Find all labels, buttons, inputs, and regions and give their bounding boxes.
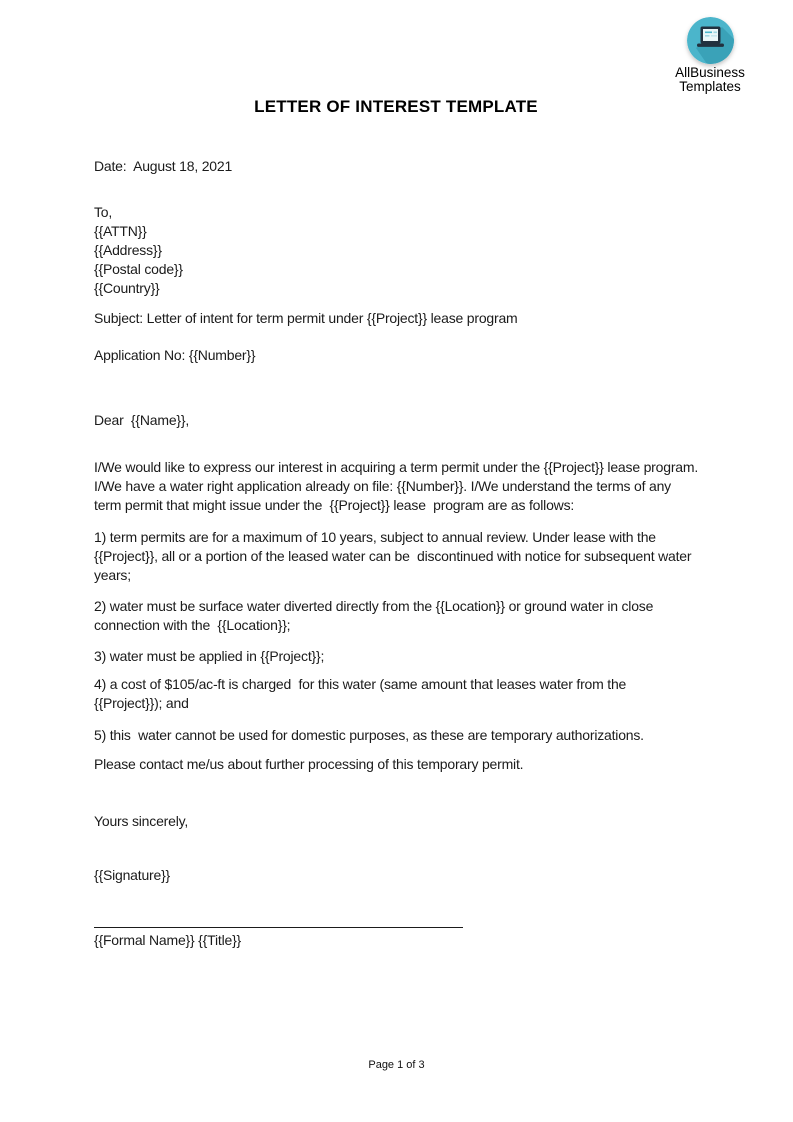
body-list-item-5: 5) this water cannot be used for domestic purposes, as these are temporary authorizations. [94,727,644,743]
body-paragraph-intro: I/We would like to express our interest in acquiring a term permit under the {{Project}} lease program. I/We have a water right application already on file: {{Number}}. I/We understand the terms of any term permit that might issue under the {{Project}} lease program are as follows: [94,459,702,513]
recipient-block [94,203,698,298]
page-number: Page 1 of 3 [368,1059,425,1071]
body-list-item-4: 4) a cost of $105/ac-ft is charged for this water (same amount that leases water from the {{Project}}); and [94,676,630,711]
body-paragraph-contact: Please contact me/us about further processing of this temporary permit. [94,756,524,772]
signature-placeholder: {{Signature}} [94,867,171,883]
recipient-attn-placeholder: {{ATTN}} [94,223,147,239]
recipient-postal-code-placeholder: {{Postal code}} [94,261,183,277]
recipient-country-placeholder: {{Country}} [94,280,160,296]
page-title: LETTER OF INTEREST TEMPLATE [254,97,538,116]
body-list-item-1: 1) term permits are for a maximum of 10 years, subject to annual review. Under lease with the {{Project}}, all or a portion of the leased water can be discontinued with notice for subsequent water years; [94,529,696,583]
logo-text-line1: AllBusiness [675,65,745,80]
signature-name-line: {{Formal Name}} {{Title}} [94,932,242,948]
salutation: Dear {{Name}}, [94,412,190,428]
subject-line: Subject: Letter of intent for term permit under {{Project}} lease program [94,310,518,326]
recipient-address-placeholder: {{Address}} [94,242,162,258]
application-number-line: Application No: {{Number}} [94,347,256,363]
logo-text-line2: Templates [679,79,741,94]
recipient-to: To, [94,204,113,220]
signature-line [94,927,463,928]
letter-content [94,0,702,950]
closing-line: Yours sincerely, [94,813,189,829]
body-list-item-2: 2) water must be surface water diverted directly from the {{Location}} or ground water in close connection with the {{Location}}; [94,598,657,633]
page-footer [0,1058,793,1072]
date-line: Date: August 18, 2021 [94,158,233,174]
body-list-item-3: 3) water must be applied in {{Project}}; [94,648,325,664]
